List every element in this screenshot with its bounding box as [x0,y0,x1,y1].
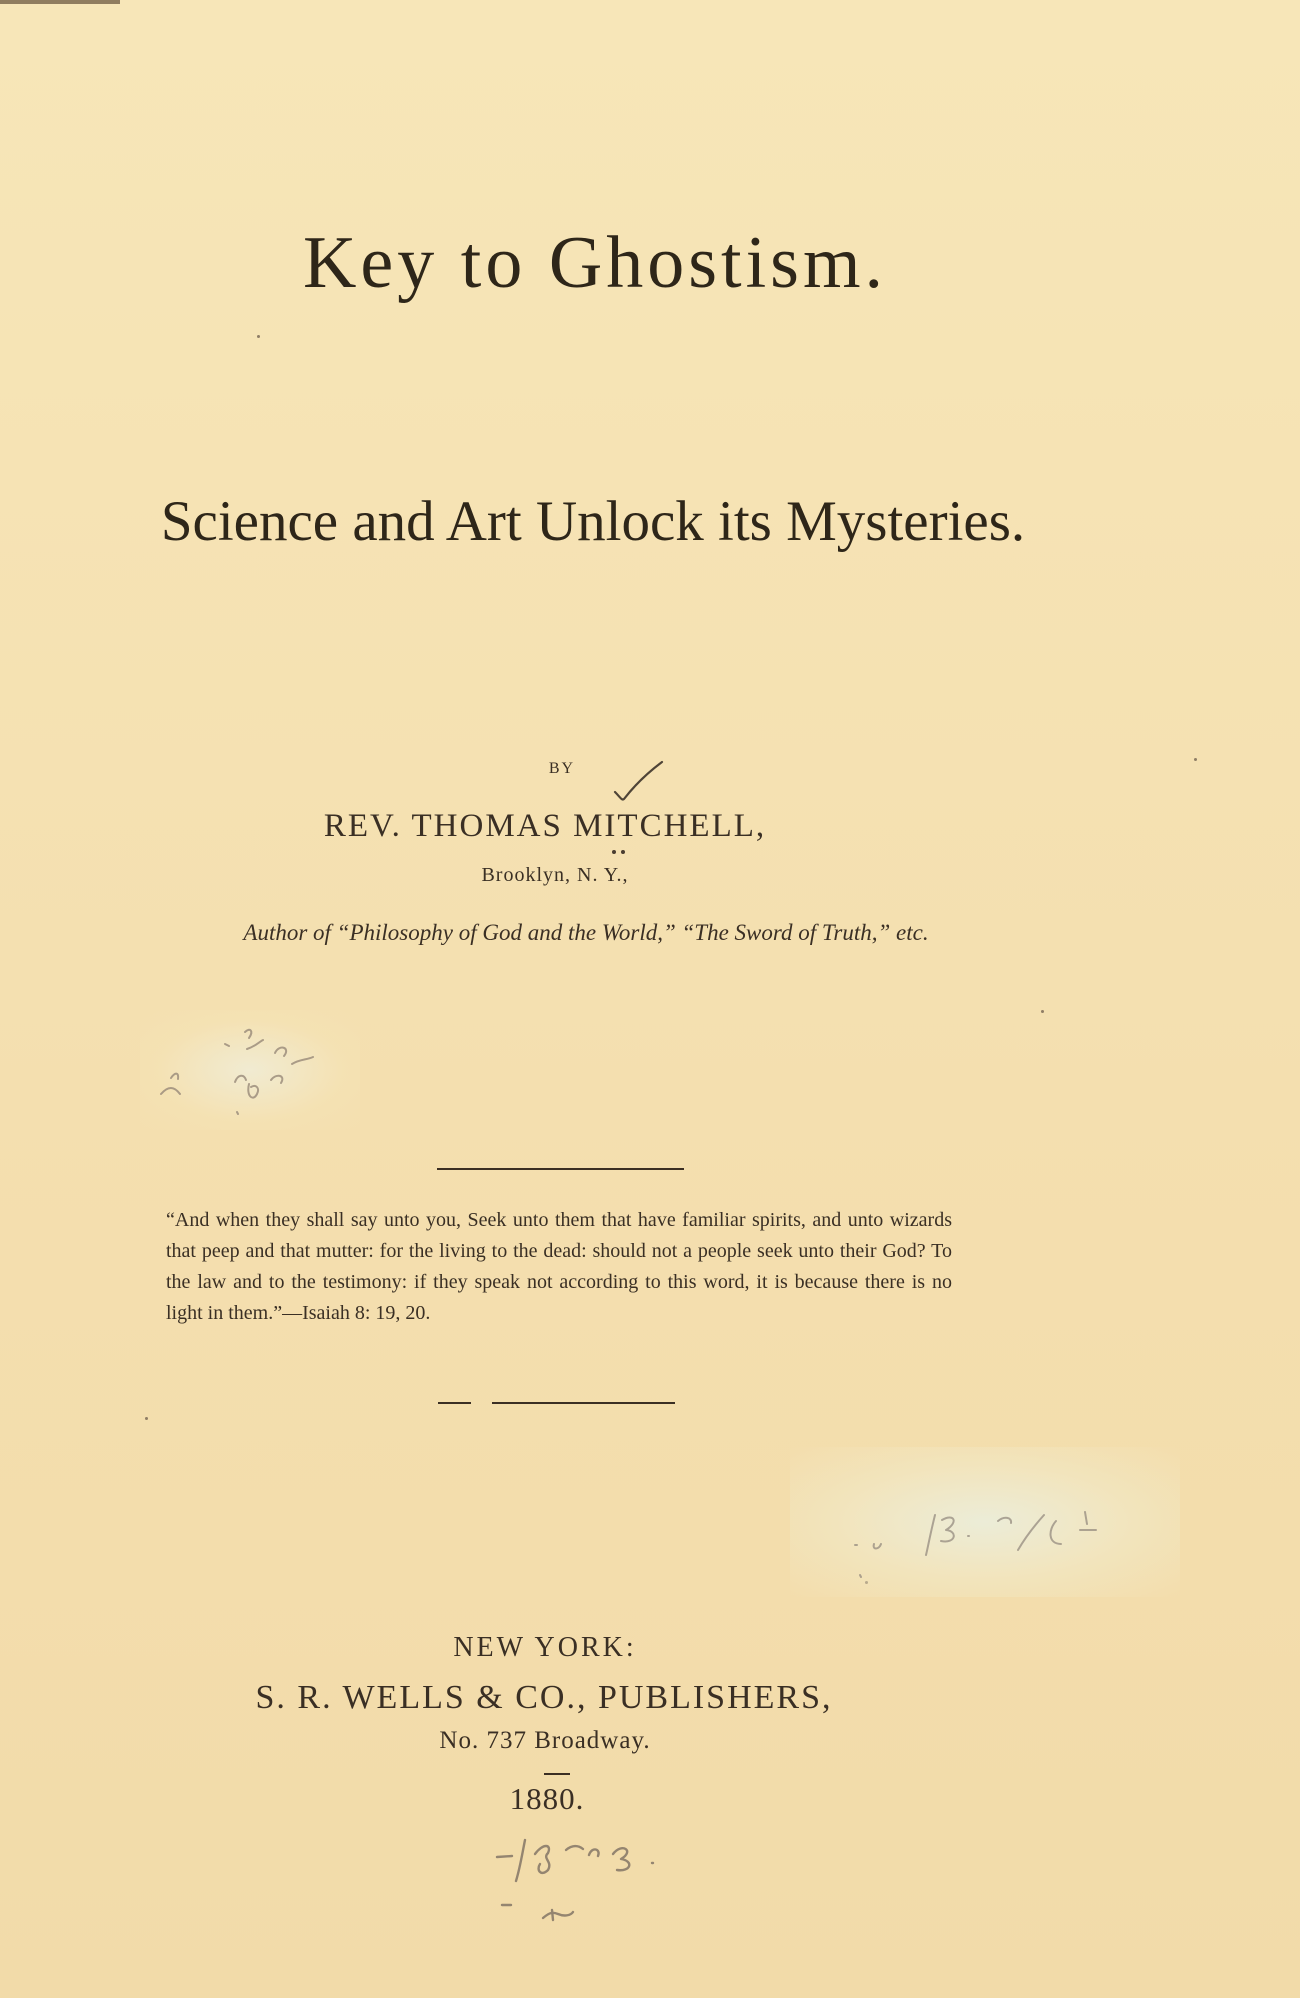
book-title: Key to Ghostism. [302,222,888,304]
blue-stain-area [790,1447,1180,1597]
author-location: Brooklyn, N. Y., [481,864,629,886]
corner-rule [0,0,120,4]
by-label: BY [548,760,576,777]
author-name: REV. THOMAS MITCHELL, [323,808,767,844]
bottom-divider-short [438,1402,471,1404]
dot-near-title [257,335,260,338]
speck-right-2 [1041,1010,1044,1013]
year-overline [544,1773,570,1775]
speck-right-1 [1194,758,1197,761]
bottom-divider-long [492,1402,675,1404]
epigraph-quote: “And when they shall say unto you, Seek unto them that have familiar spirits, and unto wizards that peep and that mutter: for the living to the dead: should not a people seek unto their God? To the law and to the testimony: if they speak not according to this word, it is because there is no light in them.”—Isaiah 8: 19, 20. [166,1209,952,1324]
book-subtitle: Science and Art Unlock its Mysteries. [160,490,1026,553]
publication-year: 1880. [509,1781,585,1816]
speck-left [145,1417,148,1420]
diaeresis-marks-icon [610,846,628,858]
author-works: Author of “Philosophy of God and the World,” “The Sword of Truth,” etc. [243,920,929,945]
faded-stain-area [140,1010,360,1130]
publication-place: NEW YORK: [453,1632,637,1663]
publisher-name: S. R. WELLS & CO., PUBLISHERS, [255,1679,833,1716]
publisher-address: No. 737 Broadway. [439,1727,651,1754]
top-divider [437,1168,684,1170]
pencil-annotation-icon [492,1826,678,1930]
